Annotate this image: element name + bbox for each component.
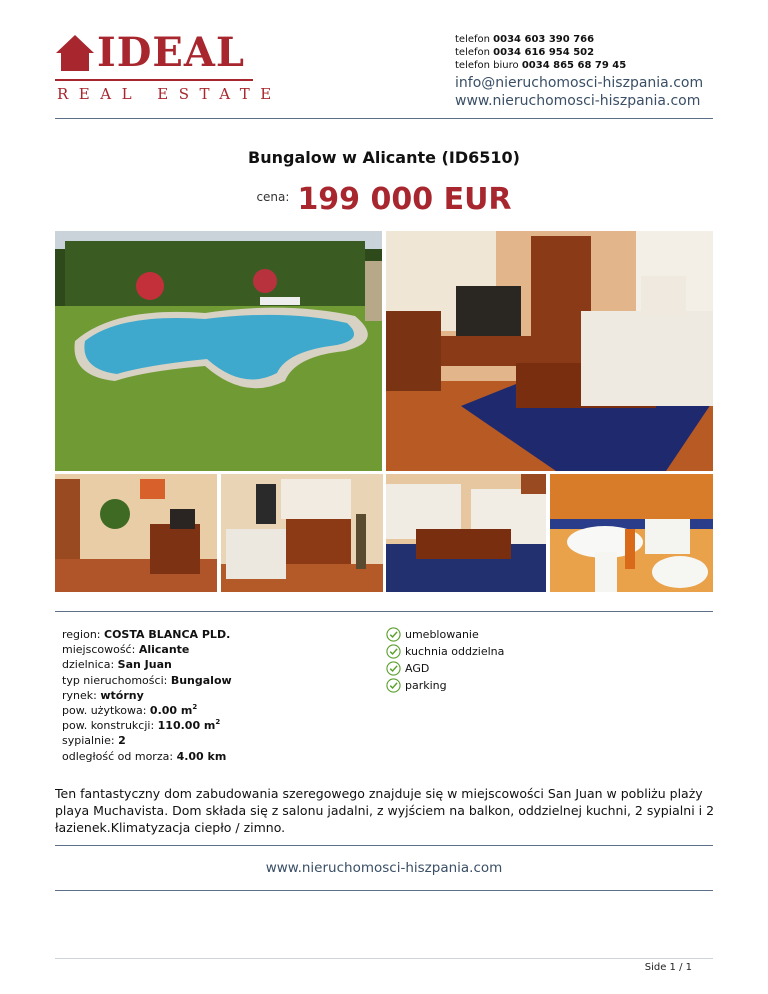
- photo-bathroom[interactable]: [550, 474, 713, 592]
- detail-bedrooms: sypialnie: 2: [62, 734, 126, 748]
- page-number: Side 1 / 1: [644, 962, 692, 973]
- photo-lounge[interactable]: [386, 474, 546, 592]
- listing-description: Ten fantastyczny dom zabudowania szeregowego znajduje się w miejscowości San Juan w pobliżu plaży playa Muchavista. Dom składa się z salonu jadalni, z wyjściem na balkon, oddzielnej kuchni, 2 sypialni i 2 łazienek.Klimatyzacja ciepło / zimno.: [55, 786, 715, 835]
- footer-divider: [55, 890, 713, 891]
- photo-pool[interactable]: [55, 231, 382, 471]
- feature-item: umeblowanie: [386, 626, 504, 643]
- page-divider: [55, 958, 713, 959]
- detail-sea-distance: odległość od morza: 4.00 km: [62, 749, 227, 763]
- feature-item: AGD: [386, 660, 504, 677]
- price-value: 199 000 EUR: [297, 182, 512, 217]
- photo-living-room[interactable]: [386, 231, 713, 471]
- photo-dining-room[interactable]: [221, 474, 383, 592]
- check-circle-icon: [386, 678, 401, 693]
- phone-number[interactable]: 0034 865 68 79 45: [521, 60, 627, 71]
- website-link[interactable]: www.nieruchomosci-hiszpania.com: [455, 93, 701, 109]
- header-divider: [55, 118, 713, 119]
- phone-number[interactable]: 0034 616 954 502: [493, 47, 595, 58]
- detail-city: miejscowość: Alicante: [62, 643, 190, 657]
- photos-divider: [55, 611, 713, 612]
- property-details: [62, 627, 232, 764]
- description-divider: [55, 845, 713, 846]
- logo-name: IDEAL: [97, 29, 246, 76]
- house-icon: [55, 33, 95, 73]
- detail-region: region: COSTA BLANCA PLD.: [62, 628, 231, 641]
- check-circle-icon: [386, 627, 401, 642]
- detail-district: dzielnica: San Juan: [62, 658, 172, 672]
- price-label: cena:: [256, 190, 290, 204]
- phone-line: telefon biuro 0034 865 68 79 45: [455, 60, 627, 71]
- check-circle-icon: [386, 644, 401, 659]
- footer-website-link[interactable]: www.nieruchomosci-hiszpania.com: [265, 860, 503, 876]
- photo-room-shelf[interactable]: [55, 474, 217, 592]
- detail-market: rynek: wtórny: [62, 688, 144, 702]
- listing-title: Bungalow w Alicante (ID6510): [248, 148, 520, 167]
- feature-item: kuchnia oddzielna: [386, 643, 504, 660]
- contact-block: [455, 33, 755, 110]
- phone-line: telefon 0034 603 390 766: [455, 34, 595, 45]
- phone-line: telefon 0034 616 954 502: [455, 47, 595, 58]
- check-circle-icon: [386, 661, 401, 676]
- detail-property-type: typ nieruchomości: Bungalow: [62, 673, 232, 687]
- phone-number[interactable]: 0034 603 390 766: [493, 34, 595, 45]
- feature-item: parking: [386, 677, 504, 694]
- company-logo: [55, 29, 282, 103]
- detail-built-area: pow. konstrukcji: 110.00 $m^2$: [62, 718, 221, 733]
- logo-subtitle: REAL ESTATE: [57, 85, 282, 103]
- logo-divider: [55, 79, 253, 81]
- price-row: [0, 182, 768, 217]
- features-list: [386, 626, 504, 694]
- detail-usable-area: pow. użytkowa: 0.00 $m^2$: [62, 703, 198, 718]
- email-link[interactable]: info@nieruchomosci-hiszpania.com: [455, 75, 704, 91]
